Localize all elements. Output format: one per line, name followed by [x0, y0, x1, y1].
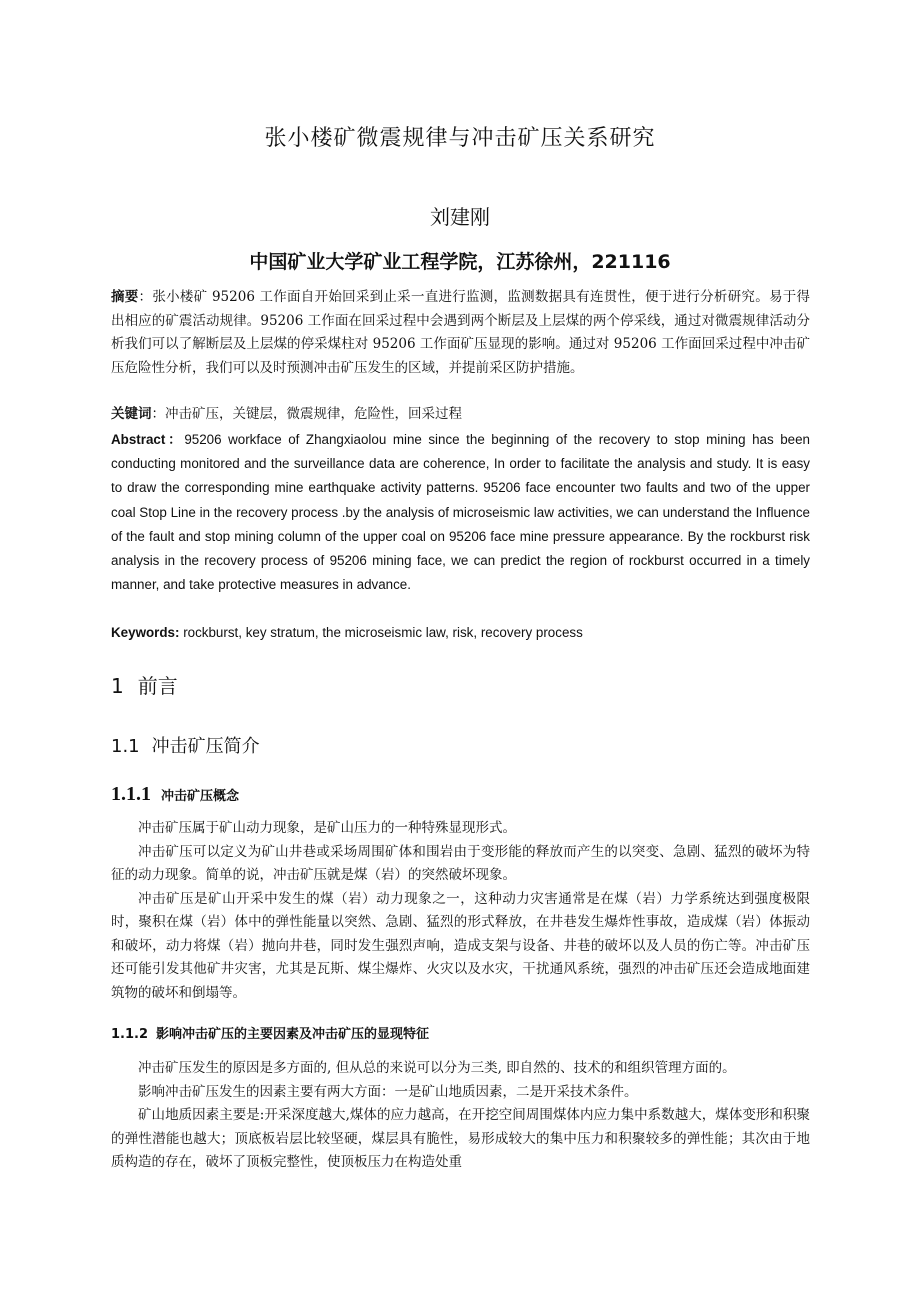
keywords-cn-label: 关键词 [111, 406, 152, 422]
keywords-cn [111, 403, 810, 427]
abstract-en [111, 428, 810, 597]
section-title: 影响冲击矿压的主要因素及冲击矿压的显现特征 [156, 1027, 430, 1042]
section-number: 1 [111, 674, 124, 698]
section-title: 冲击矿压简介 [151, 736, 260, 757]
section-heading-1 [111, 670, 178, 699]
section-1-1-1-body [111, 817, 810, 1005]
paper-title: 张小楼矿微震规律与冲击矿压关系研究 [264, 126, 656, 151]
abstract-cn [111, 286, 810, 380]
section-1-1-2-body [111, 1057, 810, 1175]
section-number: 1.1 [111, 736, 140, 757]
author-name: 刘建刚 [430, 205, 490, 229]
body-paragraph: 冲击矿压发生的原因是多方面的, 但从总的来说可以分为三类, 即自然的、技术的和组织管理方面的。 [138, 1060, 736, 1076]
keywords-en-text: rockburst, key stratum, the microseismic law, risk, recovery process [179, 625, 583, 640]
body-paragraph: 影响冲击矿压发生的因素主要有两大方面：一是矿山地质因素，二是开采技术条件。 [138, 1083, 638, 1100]
abstract-cn-label: 摘要 [111, 289, 139, 305]
author-affiliation: 中国矿业大学矿业工程学院，江苏徐州，221116 [249, 251, 671, 273]
body-paragraph: 冲击矿压属于矿山动力现象，是矿山压力的一种特殊显现形式。 [138, 820, 516, 836]
body-paragraph: 矿山地质因素主要是:开采深度越大,煤体的应力越高，在开挖空间周围煤体内应力集中系数越大，煤体变形和积聚的弹性潜能也越大；顶底板岩层比较坚硬，煤层具有脆性，易形成较大的集中压力和积聚较多的弹性能；其次由于地质构造的存在，破坏了顶板完整性，使顶板压力在构造处重 [111, 1107, 810, 1170]
section-heading-1-1 [111, 732, 260, 758]
section-number: 1.1.2 [111, 1027, 149, 1042]
keywords-en-label: Keywords: [111, 625, 180, 640]
section-number: 1.1.1 [111, 783, 151, 805]
abstract-cn-text: ：张小楼矿 95206 工作面自开始回采到止采一直进行监测，监测数据具有连贯性，便于进行分析研究。易于得出相应的矿震活动规律。95206 工作面在回采过程中会遇到两个断层及上层煤的两个停采线，通过对微震规律活动分析我们可以了解断层及上层煤的停采煤柱对 95206 工作面矿压显现的影响。通过对 95206 工作面回采过程中冲击矿压危险性分析，我们可以及时预测冲击矿压发生的区域，并提前采区防护措施。 [111, 289, 811, 376]
section-title: 冲击矿压概念 [161, 789, 240, 804]
section-title: 前言 [137, 674, 178, 698]
keywords-en [111, 621, 810, 645]
body-paragraph: 冲击矿压是矿山开采中发生的煤（岩）动力现象之一，这种动力灾害通常是在煤（岩）力学系统达到强度极限时，聚积在煤（岩）体中的弹性能量以突然、急剧、猛烈的形式释放，在井巷发生爆炸性事故，造成煤（岩）体振动和破坏，动力将煤（岩）抛向井巷，同时发生强烈声响，造成支架与设备、井巷的破坏以及人员的伤亡等。冲击矿压还可能引发其他矿井灾害，尤其是瓦斯、煤尘爆炸、火灾以及水灾，干扰通风系统，强烈的冲击矿压还会造成地面建筑物的破坏和倒塌等。 [111, 890, 810, 1001]
abstract-en-label: Abstract： [111, 432, 185, 447]
body-paragraph: 冲击矿压可以定义为矿山井巷或采场周围矿体和围岩由于变形能的释放而产生的以突变、急剧、猛烈的破坏为特征的动力现象。简单的说，冲击矿压就是煤（岩）的突然破坏现象。 [111, 843, 810, 883]
abstract-en-text: 95206 workface of Zhangxiaolou mine since the beginning of the recovery to stop mining has been conducting monitored and the surveillance data are coherence, In order to facilitate the analysis and study. It is easy to draw the corresponding mine earthquake activity patterns. 95206 face encounter two faults and two of the upper coal Stop Line in the recovery process .by the analysis of microseismic law activities, we can understand the Influence of the fault and stop mining column of the upper coal on 95206 face mine pressure appearance. By the rockburst risk analysis in the recovery process of 95206 mining face, we can predict the region of rockburst occurred in a timely manner, and take protective measures in advance. [111, 432, 810, 593]
keywords-cn-text: ：冲击矿压，关键层，微震规律，危险性，回采过程 [151, 406, 462, 422]
section-heading-1-1-1 [111, 783, 239, 806]
section-heading-1-1-2 [111, 1023, 429, 1042]
